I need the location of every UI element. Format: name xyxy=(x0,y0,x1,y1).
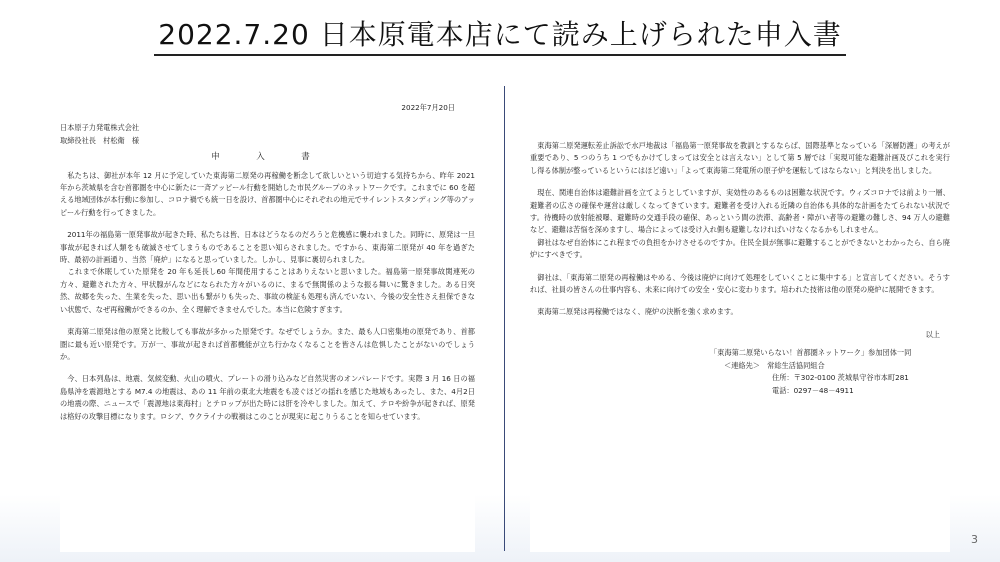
slide-title-text: 2022.7.20 日本原電本店にて読み上げられた申入書 xyxy=(154,18,845,56)
recipient-person: 取締役社長 村松衛 様 xyxy=(60,135,140,145)
paragraph: 今、日本列島は、地震、気候変動、火山の噴火、プレートの滑り込みなど自然災害のオンパレードです。実際 3 月 16 日の福島県沖を震源地とする M7.4 の地震は、あの 11 年前の東北大地震をも凌ぐほどの揺れを感じた地域もあったし、また、4月2日の地震の際、ニュースで「震源地は東海村」とテロップが出た時には肝を冷やしました。加えて、テロや紛争が起きれば、原発は格好の攻撃目標になります。ロシア、ウクライナの戦禍はこのことが現実に起こりうることを知らせています。 xyxy=(60,374,475,421)
recipient-company: 日本原子力発電株式会社 xyxy=(60,123,140,133)
contact-label: ＜連絡先＞ 常総生活協同組合 xyxy=(724,360,825,370)
signature-block xyxy=(710,347,950,397)
document-page-right xyxy=(530,96,950,552)
paragraph: 東海第二原発は他の原発と比較しても事故が多かった原発です。なぜでしょうか。また、最も人口密集地の原発であり、首都圏に最も近い原発です。万が一、事故が起きれば首都機能が立ち行かなくなることを皆さんは危惧したことがないのでしょうか。 xyxy=(60,327,475,361)
contact-phone: 電話：0297－48－4911 xyxy=(772,385,854,395)
org-name: 「東海第二原発いらない！首都圏ネットワーク」参加団体一同 xyxy=(710,348,912,358)
document-page-left xyxy=(60,96,475,552)
paragraph: 2011年の福島第一原発事故が起きた時、私たちは皆、日本はどうなるのだろうと危機感に襲われました。同時に、原発は一旦事故が起きれば人類をも破滅させてしまうものであることを思い知らされました。ですから、東海第二原発が 40 年を過ぎた時、最初の計画通り、当然「廃炉」になると思っていました。しかし、見事に裏切られました。 これまで休眠していた原発を 20 年も延長し60 年間使用することはありえないと思いました。福島第一原発事故関連死の方々、避難された方々、甲状腺がんなどになられた方々がいるのに、まるで無関係のような振る舞いに驚きました。ある日突然、故郷を失った、生業を失った、思い出も繋がりも失った、事故の検証も処理も済んでいない、今後の安全性さえ担保できない状態で、なぜ再稼働ができるのか、全く理解できませんでした。本当に危険すぎます。 xyxy=(60,230,475,314)
paragraph: 私たちは、御社が本年 12 月に予定していた東海第二原発の再稼働を断念して欲しいという切迫する気持ちから、昨年 2021 年から茨城県を含む首都圏を中心に新たに一斉アッピール行動を開始した市民グループのネットワークです。これまでに 60 を超える地域団体が本行動に参加し、コロナ禍でも統一日を設け、首都圏中心にそれぞれの地元でサイレントスタンディング等のアッピール行動を行ってきました。 xyxy=(60,170,475,217)
closing-text: 以上 xyxy=(925,329,940,339)
paragraph: 御社は、「東海第二原発の再稼働はやめる、今後は廃炉に向けて処理をしていくことに集中する」と宣言してください。そうすれば、社員の皆さんの仕事内容も、未来に向けての安全・安心に変わります。培われた技術は他の原発の廃炉に展開できます。 xyxy=(530,272,950,295)
paragraph: 東海第二原発運転差止訴訟で水戸地裁は「福島第一原発事故を教訓とするならば、国際基準となっている「深層防護」の考えが重要であり、5 つのうち 1 つでもかけてしまっては安全とは言えない」として第 5 層では「実現可能な避難計画及びこれを実行し得る体制が整っているというにはほど遠い」「よって東海第二発電所の原子炉を運転してはならない」と判決を出しました。 xyxy=(530,141,950,175)
letter-date: 2022年7月20日 xyxy=(401,103,455,112)
slide-title xyxy=(0,18,1000,56)
document-heading: 申 入 書 xyxy=(211,152,324,163)
contact-address: 住所：〒302-0100 茨城県守谷市本町281 xyxy=(772,373,909,383)
paragraph: 現在、関連自治体は避難計画を立てようとしていますが、実効性のあるものは困難な状況です。ウィズコロナでは前より一層、避難者の広さの確保や運営は厳しくなってきています。避難者を受け入れる近隣の自治体も具体的な計画をたてられない状況です。待機時の放射能被曝、避難時の交通手段の確保、あっという間の渋滞、高齢者・障がい者等の避難の難しさ、94 万人の避難など、避難は苦悩を深めますし、場合によっては受け入れ側も避難しなければいけなくなるかもしれません。 御社はなぜ自治体にこれ程までの負担をかけさせるのですか。住民全員が無事に避難することができないとわかったら、自ら廃炉にすべきです。 xyxy=(530,188,950,260)
page-divider xyxy=(504,86,505,551)
paragraph: 東海第二原発は再稼働ではなく、廃炉の決断を強く求めます。 xyxy=(530,307,738,317)
page-number: 3 xyxy=(971,533,978,546)
